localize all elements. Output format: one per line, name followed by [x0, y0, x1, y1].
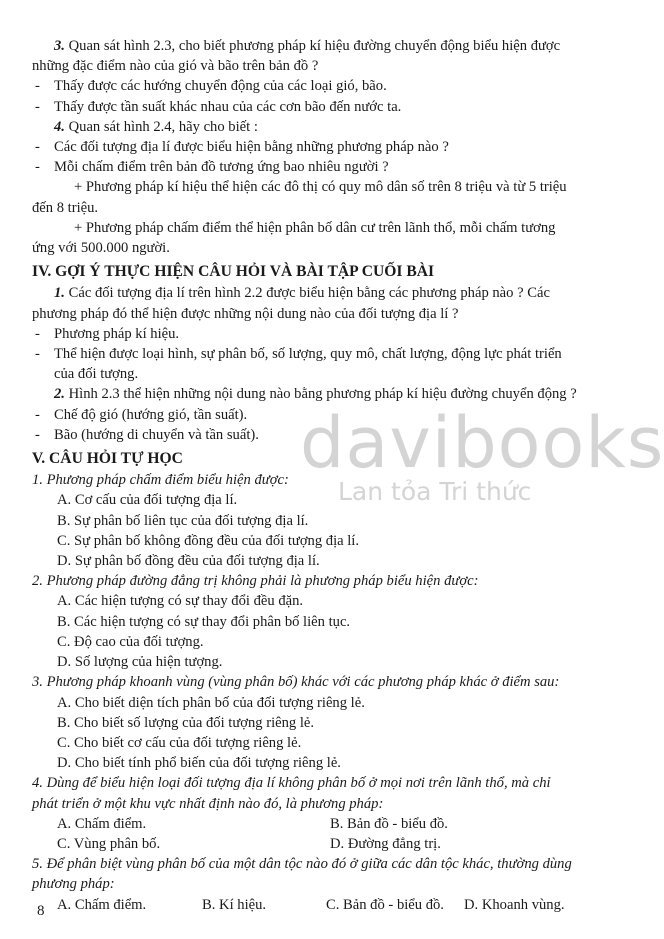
quiz-option: C. Vùng phân bố. — [57, 835, 161, 852]
page-body — [32, 36, 580, 915]
quiz-option: B. Các hiện tượng có sự thay đổi phân bố liên tục. — [57, 613, 351, 630]
watermark-brand: davibooks — [300, 402, 664, 484]
exercise-4-number: 4. — [54, 118, 65, 135]
quiz-option-row — [32, 834, 580, 854]
section-v-heading: V. CÂU HỎI TỰ HỌC — [32, 450, 183, 468]
list-item: - Thể hiện được loại hình, sự phân bố, số lượng, quy mô, chất lượng, động lực phát triển của đối tượng. — [35, 346, 562, 383]
quiz-option: A. Chấm điểm. — [57, 896, 147, 913]
section-iv-heading: IV. GỢI Ý THỰC HIỆN CÂU HỎI VÀ BÀI TẬP CUỐI BÀI — [32, 263, 435, 281]
section-iv-question-2: 2. Hình 2.3 thể hiện những nội dung nào bằng phương pháp kí hiệu đường chuyển động ? — [54, 386, 577, 403]
quiz-option: B. Bản đồ - biểu đồ. — [330, 815, 448, 832]
answer-paragraph: + Phương pháp kí hiệu thể hiện các đô thị có quy mô dân số trên 8 triệu và từ 5 triệu đến 8 triệu. — [32, 179, 567, 216]
exercise-3-number: 3. — [54, 38, 65, 54]
quiz-option: A. Các hiện tượng có sự thay đổi đều đặn. — [57, 593, 304, 610]
list-item: - Thấy được tần suất khác nhau của các cơn bão đến nước ta. — [35, 98, 402, 115]
list-item: - Mỗi chấm điểm trên bản đồ tương ứng bao nhiêu người ? — [35, 159, 389, 176]
quiz-option: A. Chấm điểm. — [57, 815, 147, 832]
page-number: 8 — [37, 903, 45, 919]
quiz-option: B. Kí hiệu. — [202, 896, 267, 913]
watermark-tagline: Lan tỏa Tri thức — [338, 477, 532, 506]
exercise-4-text: Quan sát hình 2.4, hãy cho biết : — [64, 118, 258, 135]
answer-paragraph: + Phương pháp chấm điểm thể hiện phân bố dân cư trên lãnh thổ, mỗi chấm tương ứng với 500.000 người. — [32, 219, 556, 257]
exercise-3-question — [32, 36, 580, 76]
quiz-option: C. Sự phân bố không đồng đều của đối tượng địa lí. — [57, 532, 360, 549]
list-item: - Thấy được các hướng chuyển động của các loại gió, bão. — [35, 78, 387, 95]
quiz-option-row — [32, 814, 580, 834]
quiz-option: C. Độ cao của đối tượng. — [57, 633, 204, 650]
list-item: - Các đối tượng địa lí được biểu hiện bằng những phương pháp nào ? — [35, 139, 449, 156]
quiz-question-3: 3. Phương pháp khoanh vùng (vùng phân bố) khác với các phương pháp khác ở điểm sau: — [32, 674, 560, 691]
quiz-option-row — [32, 895, 580, 915]
quiz-option: C. Cho biết cơ cấu của đối tượng riêng lẻ. — [57, 734, 302, 751]
quiz-option: D. Sự phân bố đồng đều của đối tượng địa lí. — [57, 553, 320, 570]
exercise-3-text: Quan sát hình 2.3, cho biết phương pháp kí hiệu đường chuyển động biểu hiện được những đặc điểm nào của gió và bão trên bản đồ ? — [32, 38, 561, 75]
section-iv-question-1: 1. Các đối tượng địa lí trên hình 2.2 được biểu hiện bằng các phương pháp nào ? Các phương pháp đó thể hiện được những nội dung nào của đối tượng địa lí ? — [32, 285, 550, 322]
quiz-question-1: 1. Phương pháp chấm điểm biểu hiện được: — [32, 472, 289, 489]
quiz-option: D. Khoanh vùng. — [464, 896, 565, 913]
quiz-option: A. Cho biết diện tích phân bố của đối tượng riêng lẻ. — [57, 694, 365, 711]
quiz-option: D. Số lượng của hiện tượng. — [57, 654, 223, 671]
quiz-option: B. Cho biết số lượng của đối tượng riêng lẻ. — [57, 714, 315, 731]
exercise-4-question — [32, 117, 580, 137]
list-item: - Phương pháp kí hiệu. — [35, 325, 180, 342]
quiz-question-5: 5. Để phân biệt vùng phân bố của một dân tộc nào đó ở giữa các dân tộc khác, thường dùng phương pháp: — [32, 856, 572, 893]
quiz-option: A. Cơ cấu của đối tượng địa lí. — [57, 492, 238, 509]
list-item: - Chế độ gió (hướng gió, tần suất). — [35, 406, 248, 423]
quiz-option: B. Sự phân bố liên tục của đối tượng địa lí. — [57, 512, 309, 529]
quiz-option: C. Bản đồ - biểu đồ. — [326, 896, 444, 913]
list-item: - Bão (hướng di chuyển và tần suất). — [35, 426, 259, 443]
quiz-question-4: 4. Dùng để biểu hiện loại đối tượng địa lí không phân bố ở mọi nơi trên lãnh thổ, mà chỉ phát triển ở một khu vực nhất định nào đó, là phương pháp: — [32, 775, 551, 812]
quiz-option: D. Đường đẳng trị. — [330, 835, 441, 852]
quiz-question-2: 2. Phương pháp đường đẳng trị không phải là phương pháp biểu hiện được: — [32, 573, 479, 590]
quiz-option: D. Cho biết tính phổ biến của đối tượng riêng lẻ. — [57, 755, 341, 772]
